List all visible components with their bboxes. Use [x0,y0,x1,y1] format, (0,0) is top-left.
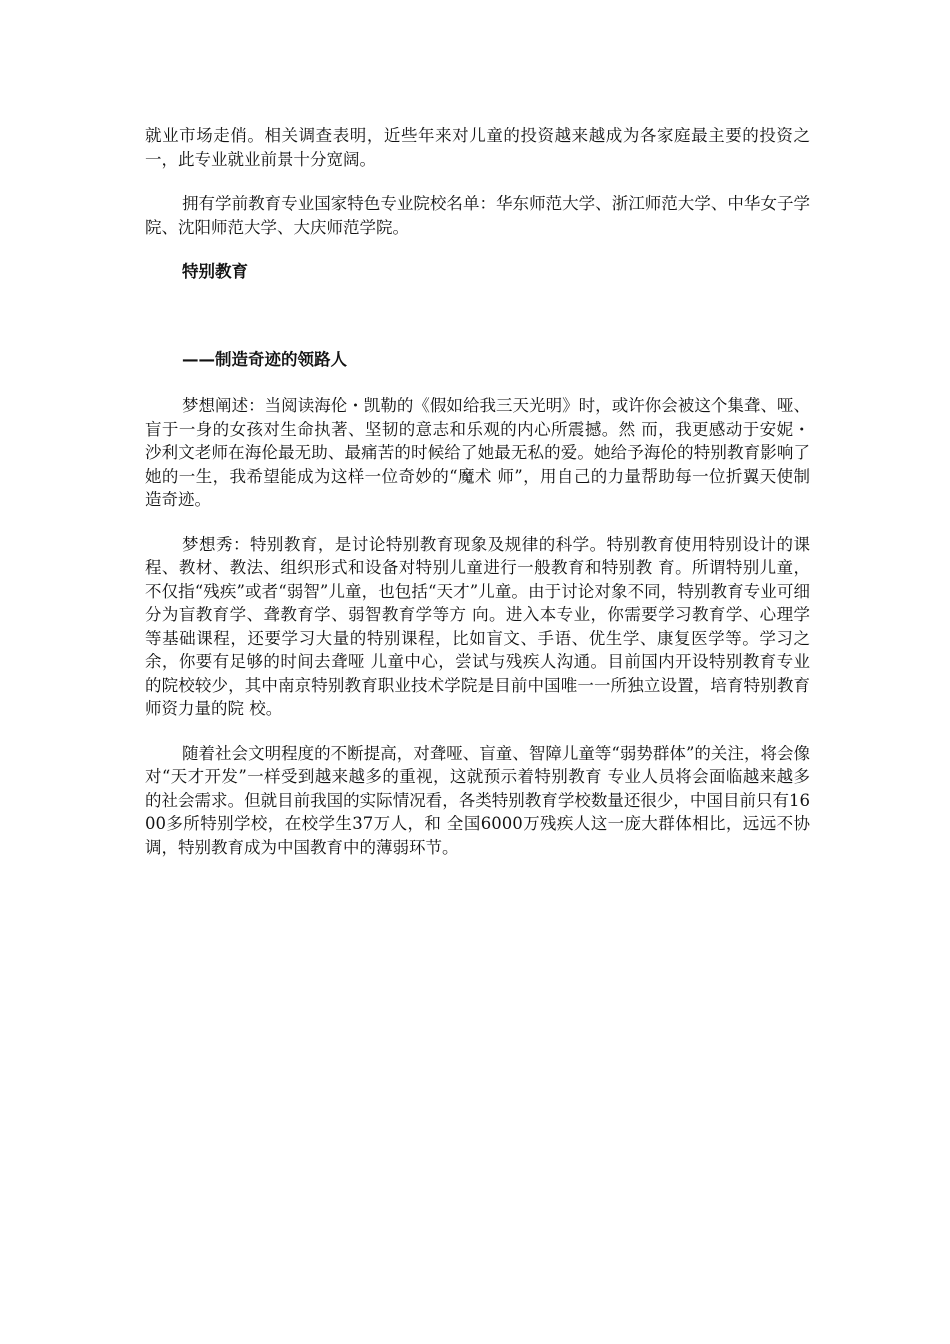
paragraph-future-demand: 随着社会文明程度的不断提高，对聋哑、盲童、智障儿童等“弱势群体”的关注，将会像对“天才开发”一样受到越来越多的重视，这就预示着特别教育 专业人员将会面临越来越多的社会需求。但就目前我国的实际情况看，各类特别教育学校数量还很少，中国目前只有1600多所特别学校，在校学生37万人，和 全国6000万残疾人这一庞大群体相比，远远不协调，特别教育成为中国教育中的薄弱环节。 [145,743,810,857]
paragraph-employment-outlook: 就业市场走俏。相关调查表明，近些年来对儿童的投资越来越成为各家庭最主要的投资之 一，此专业就业前景十分宽阔。 [145,126,810,169]
paragraph-featured-schools: 拥有学前教育专业国家特色专业院校名单：华东师范大学、浙江师范大学、中华女子学院、沈阳师范大学、大庆师范学院。 [145,194,810,237]
paragraph-dream-statement: 梦想阐述：当阅读海伦・凯勒的《假如给我三天光明》时，或许你会被这个集聋、哑、盲于一身的女孩对生命执著、坚韧的意志和乐观的内心所震撼。然 而，我更感动于安妮・沙利文老师在海伦最无助、最痛苦的时候给了她最无私的爱。她给予海伦的特别教育影响了她的一生，我希望能成为这样一位奇妙的“魔术 师”，用自己的力量帮助每一位折翼天使制造奇迹。 [145,396,810,509]
document-page [145,124,810,880]
section-heading-special-education: 特别教育 [182,262,248,281]
paragraph-dream-show: 梦想秀：特别教育，是讨论特别教育现象及规律的科学。特别教育使用特别设计的课程、教材、教法、组织形式和设备对特别儿童进行一般教育和特别教 育。所谓特别儿童，不仅指“残疾”或者“弱智”儿童，也包括“天才”儿童。由于讨论对象不同，特别教育专业可细分为盲教育学、聋教育学、弱智教育学等方 向。进入本专业，你需要学习教育学、心理学等基础课程，还要学习大量的特别课程，比如盲文、手语、优生学、康复医学等。学习之余，你要有足够的时间去聋哑 儿童中心，尝试与残疾人沟通。目前国内开设特别教育专业的院校较少，其中南京特别教育职业技术学院是目前中国唯一一所独立设置，培育特别教育师资力量的院 校。 [145,534,810,718]
section-subheading: ——制造奇迹的领路人 [182,349,347,369]
